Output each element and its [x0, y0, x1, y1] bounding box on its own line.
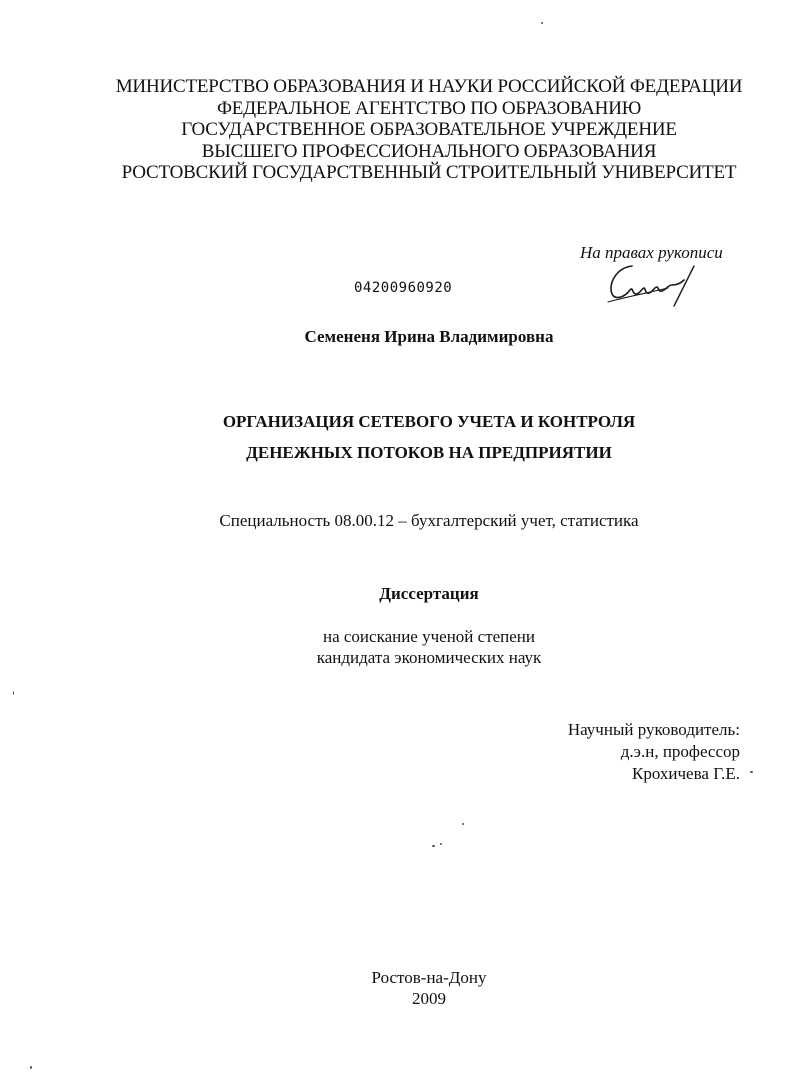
scan-speck	[432, 845, 435, 847]
author-name: Семененя Ирина Владимировна	[304, 327, 554, 346]
year: 2009	[412, 989, 446, 1008]
degree-line-2: кандидата экономических наук	[316, 648, 542, 667]
dissertation-title	[0, 406, 793, 468]
city: Ростов-на-Дону	[371, 968, 487, 987]
ministry-header	[0, 76, 793, 184]
scan-speck	[440, 843, 442, 845]
header-line-institution: ГОСУДАРСТВЕННОЕ ОБРАЗОВАТЕЛЬНОЕ УЧРЕЖДЕНИЕ	[181, 119, 677, 140]
degree-block	[0, 626, 793, 668]
scan-speck	[750, 771, 753, 773]
signature-icon	[602, 258, 702, 310]
place-and-year	[0, 967, 793, 1009]
scan-speck	[30, 1066, 32, 1069]
supervisor-degree: д.э.н, профессор	[620, 742, 740, 761]
header-line-university: РОСТОВСКИЙ ГОСУДАРСТВЕННЫЙ СТРОИТЕЛЬНЫЙ УНИВЕРСИТЕТ	[121, 162, 737, 183]
scan-speck	[13, 691, 14, 695]
dissertation-label: Диссертация	[379, 584, 479, 603]
supervisor-label: Научный руководитель:	[567, 720, 740, 739]
specialty-line: Специальность 08.00.12 – бухгалтерский учет, статистика	[219, 511, 639, 530]
scan-speck	[541, 22, 543, 24]
manuscript-rights-note: На правах рукописи	[580, 243, 723, 262]
header-line-ministry: МИНИСТЕРСТВО ОБРАЗОВАНИЯ И НАУКИ РОССИЙСКОЙ ФЕДЕРАЦИИ	[115, 76, 743, 97]
supervisor-name: Крохичева Г.Е.	[631, 764, 740, 783]
registration-number: 04200960920	[354, 280, 453, 296]
supervisor-block	[568, 719, 740, 785]
title-line-1: ОРГАНИЗАЦИЯ СЕТЕВОГО УЧЕТА И КОНТРОЛЯ	[222, 412, 636, 431]
header-line-education-level: ВЫСШЕГО ПРОФЕССИОНАЛЬНОГО ОБРАЗОВАНИЯ	[201, 140, 657, 162]
scan-speck	[462, 823, 464, 825]
header-line-agency: ФЕДЕРАЛЬНОЕ АГЕНТСТВО ПО ОБРАЗОВАНИЮ	[216, 97, 642, 119]
title-line-2: ДЕНЕЖНЫХ ПОТОКОВ НА ПРЕДПРИЯТИИ	[246, 443, 612, 462]
degree-line-1: на соискание ученой степени	[322, 627, 536, 646]
